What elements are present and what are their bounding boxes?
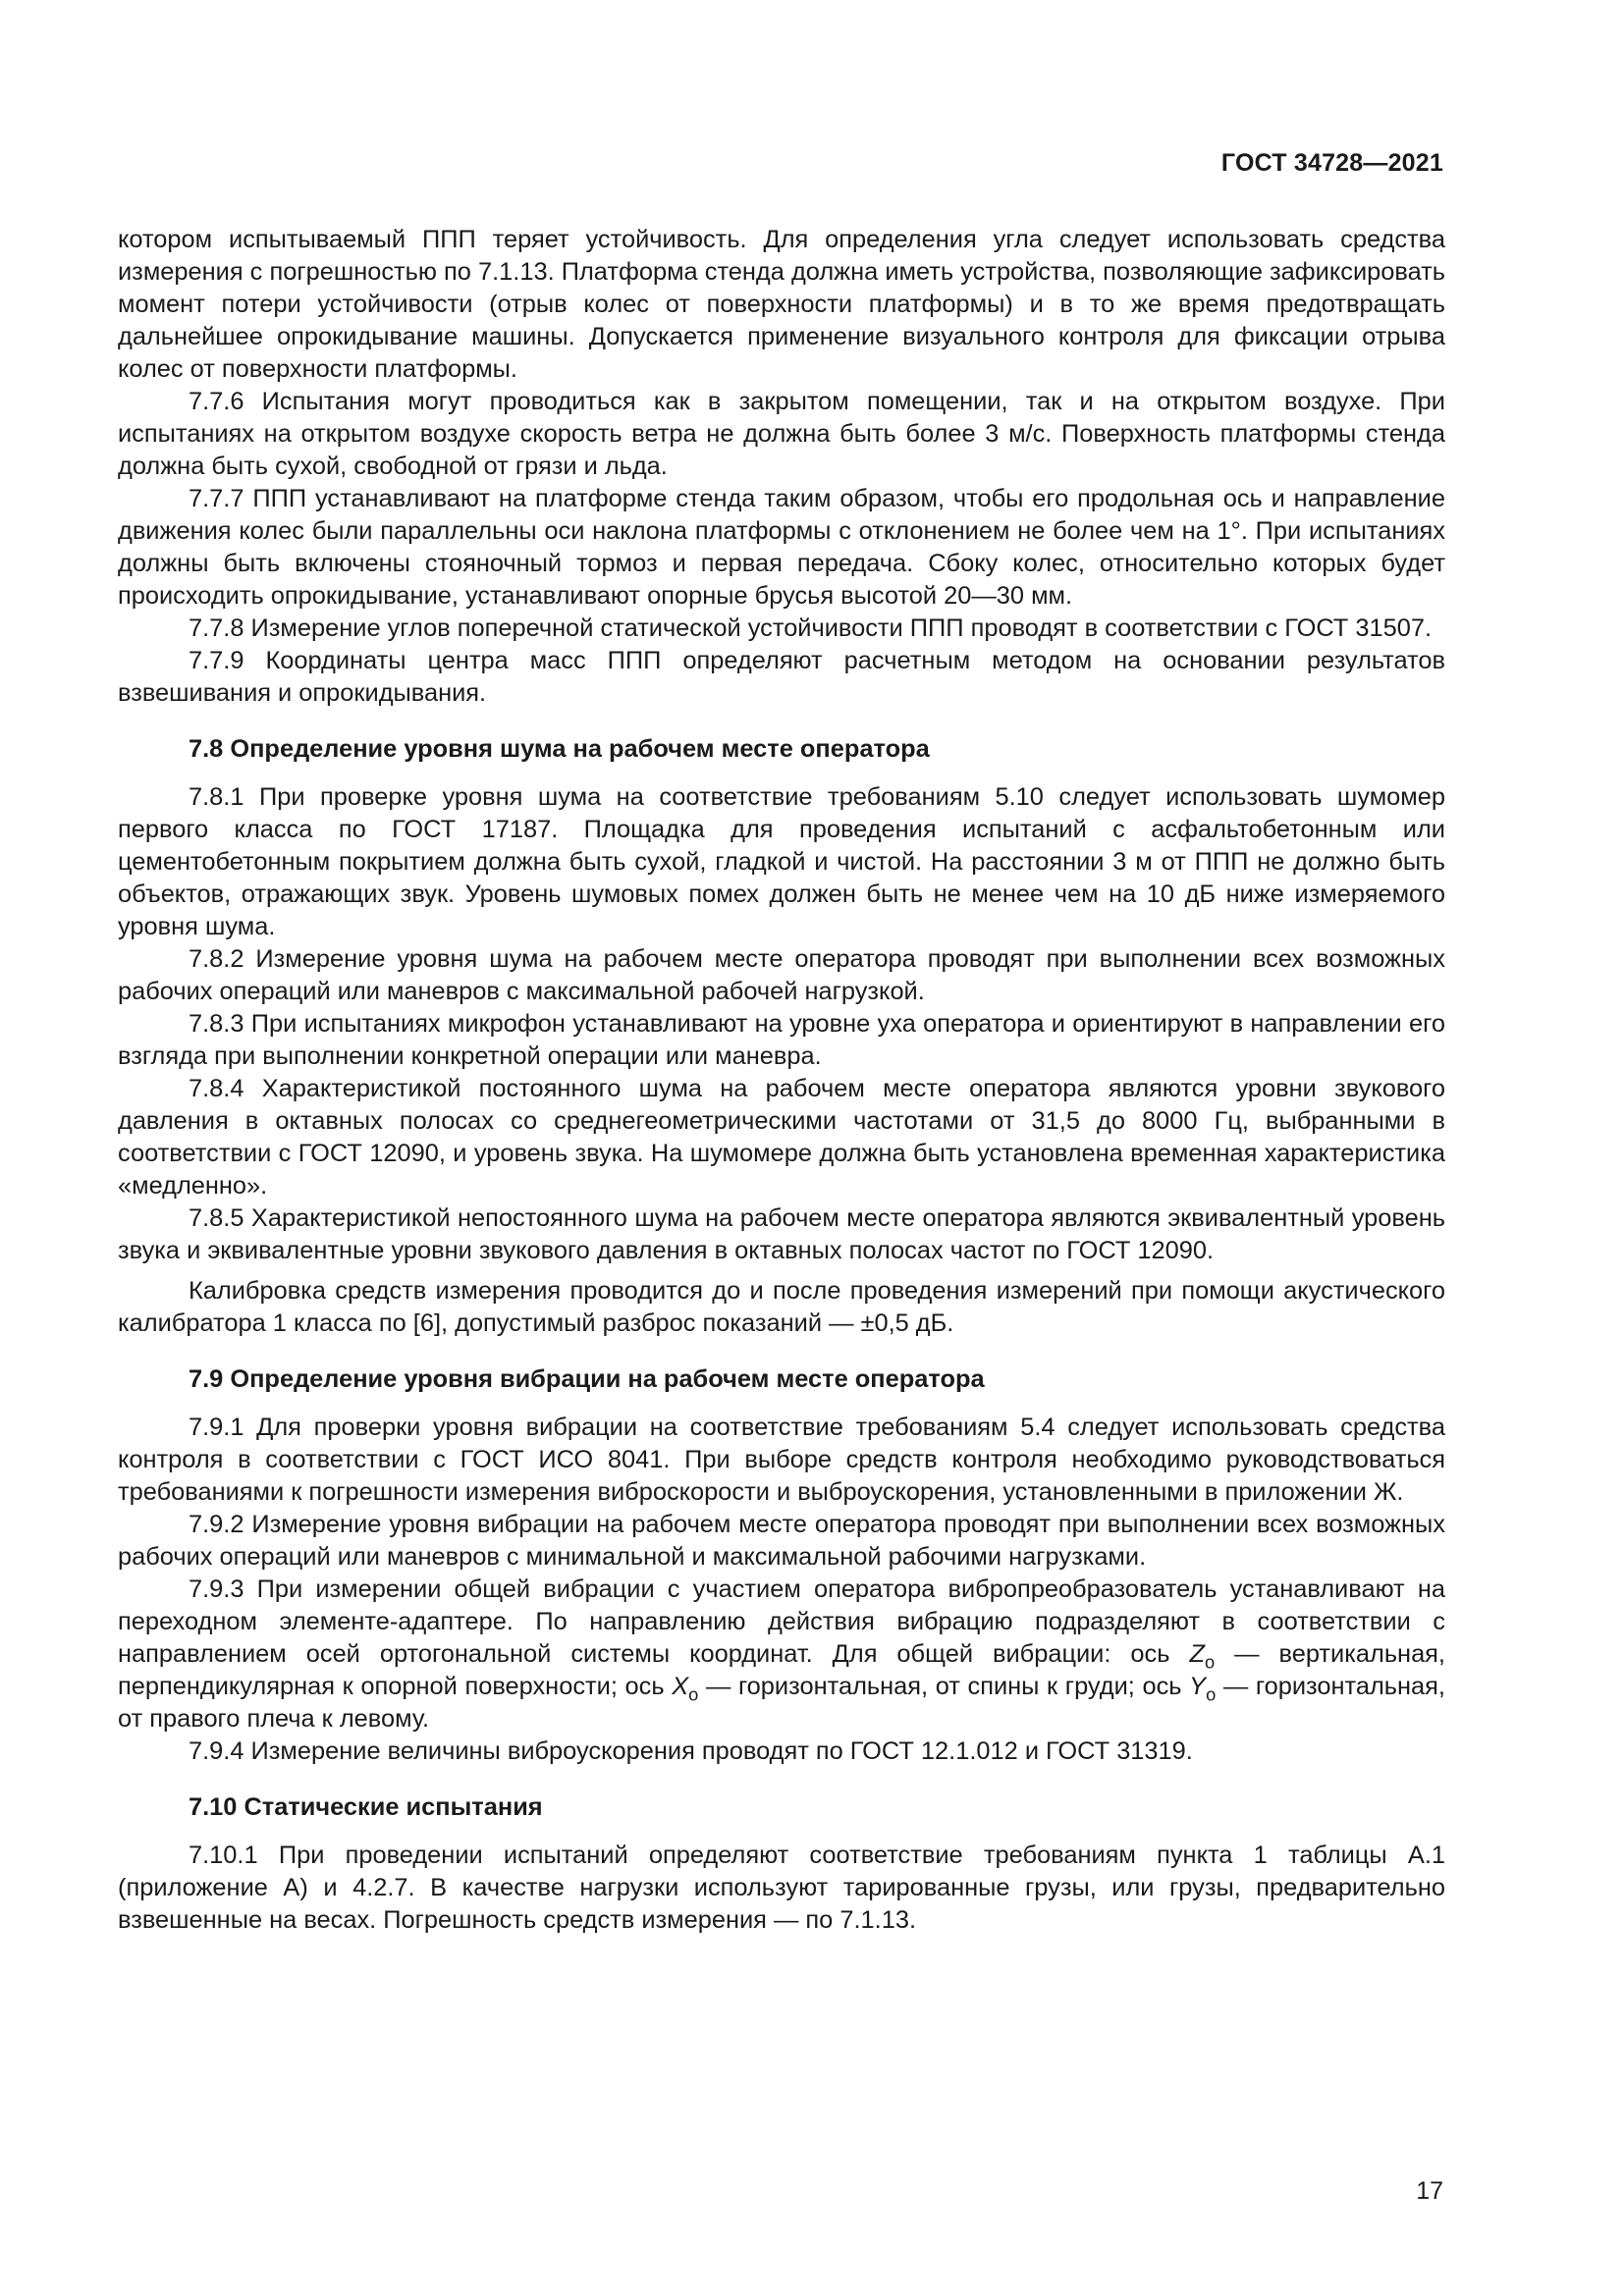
paragraph-7-9-1: 7.9.1 Для проверки уровня вибрации на соответствие требованиям 5.4 следует использовать средства контроля в соответствии с ГОСТ ИСО 8041. При выборе средств контроля необходимо руководствоваться требованиями к погрешности измерения виброскорости и выброускорения, установленными в приложении Ж.: [118, 1414, 1445, 1506]
paragraph-7-9-2: 7.9.2 Измерение уровня вибрации на рабочем месте оператора проводят при выполнении всех возможных рабочих операций или маневров с минимальной и максимальной рабочими нагрузками.: [118, 1511, 1445, 1571]
paragraph-calibration: Калибровка средств измерения проводится до и после проведения измерений при помощи акустического калибратора 1 класса по [6], допустимый разброс показаний — ±0,5 дБ.: [118, 1277, 1445, 1337]
p793-part-b: — вертикальная, перпендикулярная к опорной поверхности; ось: [118, 1640, 1445, 1700]
paragraph-7-7-8: 7.7.8 Измерение углов поперечной статической устойчивости ППП проводят в соответствии с ГОСТ 31507.: [189, 614, 1433, 642]
paragraph-continuation: котором испытываемый ППП теряет устойчивость. Для определения угла следует использовать средства измерения с погрешностью по 7.1.13. Платформа стенда должна иметь устройства, позволяющие зафиксировать момент потери устойчивости (отрыв колес от поверхности платформы) и в то же время предотвращать дальнейшее опрокидывание машины. Допускается применение визуального контроля для фиксации отрыва колес от поверхности платформы.: [118, 226, 1445, 383]
section-heading-7-10: 7.10 Статические испытания: [189, 1793, 543, 1821]
paragraph-7-10-1: 7.10.1 При проведении испытаний определяют соответствие требованиям пункта 1 таблицы А.1 (приложение А) и 4.2.7. В качестве нагрузки используют тарированные грузы, или грузы, предварительно взвешенные на весах. Погрешность средств измерения — по 7.1.13.: [118, 1842, 1445, 1934]
paragraph-7-7-7: 7.7.7 ППП устанавливают на платформе стенда таким образом, чтобы его продольная ось и направление движения колес были параллельны оси наклона платформы с отклонением не более чем на 1°. При испытаниях должны быть включены стояночный тормоз и первая передача. Сбоку колес, относительно которых будет происходить опрокидывание, устанавливают опорные брусья высотой 20—30 мм.: [118, 485, 1445, 610]
paragraph-7-8-1: 7.8.1 При проверке уровня шума на соответствие требованиям 5.10 следует использовать шумомер первого класса по ГОСТ 17187. Площадка для проведения испытаний с асфальтобетонным или цементобетонным покрытием должна быть сухой, гладкой и чистой. На расстоянии 3 м от ППП не должно быть объектов, отражающих звук. Уровень шумовых помех должен быть не менее чем на 10 дБ ниже измеряемого уровня шума.: [118, 783, 1445, 940]
axis-y-symbol: Y: [1189, 1673, 1207, 1700]
paragraph-7-9-4: 7.9.4 Измерение величины виброускорения проводят по ГОСТ 12.1.012 и ГОСТ 31319.: [189, 1737, 1193, 1765]
paragraph-7-8-3: 7.8.3 При испытаниях микрофон устанавливают на уровне уха оператора и ориентируют в направлении его взгляда при выполнении конкретной операции или маневра.: [118, 1010, 1445, 1070]
p793-part-d: — горизонтальная, от правого плеча к левому.: [118, 1673, 1445, 1733]
axis-x-subscript: o: [688, 1683, 699, 1705]
axis-x-symbol: X: [672, 1673, 689, 1700]
paragraph-7-7-9: 7.7.9 Координаты центра масс ППП определяют расчетным методом на основании результатов взвешивания и опрокидывания.: [118, 647, 1445, 707]
axis-z-symbol: Z: [1189, 1640, 1205, 1668]
axis-z-subscript: o: [1204, 1651, 1216, 1673]
section-heading-7-8: 7.8 Определение уровня шума на рабочем месте оператора: [189, 735, 930, 763]
section-heading-7-9: 7.9 Определение уровня вибрации на рабочем месте оператора: [189, 1365, 985, 1393]
paragraph-7-8-2: 7.8.2 Измерение уровня шума на рабочем месте оператора проводят при выполнении всех возможных рабочих операций или маневров с максимальной рабочей нагрузкой.: [118, 945, 1445, 1005]
document-body: [118, 224, 1445, 1937]
page-number: 17: [1416, 2177, 1443, 2205]
p793-part-a: 7.9.3 При измерении общей вибрации с участием оператора вибропреобразователь устанавливают на переходном элементе-адаптере. По направлению действия вибрацию подразделяют в соответствии с направлением осей ортогональной системы координат. Для общей вибрации: ось: [118, 1575, 1445, 1668]
p793-part-c: — горизонтальная, от спины к груди; ось: [698, 1673, 1190, 1700]
axis-y-subscript: o: [1206, 1683, 1217, 1705]
paragraph-7-9-3: [118, 1574, 1445, 1735]
standard-code-header: ГОСТ 34728—2021: [1220, 149, 1443, 177]
paragraph-7-7-6: 7.7.6 Испытания могут проводиться как в закрытом помещении, так и на открытом воздухе. При испытаниях на открытом воздухе скорость ветра не должна быть более 3 м/с. Поверхность платформы стенда должна быть сухой, свободной от грязи и льда.: [118, 388, 1445, 480]
paragraph-7-8-4: 7.8.4 Характеристикой постоянного шума на рабочем месте оператора являются уровни звукового давления в октавных полосах со среднегеометрическими частотами от 31,5 до 8000 Гц, выбранными в соответствии с ГОСТ 12090, и уровень звука. На шумомере должна быть установлена временная характеристика «медленно».: [118, 1075, 1445, 1200]
paragraph-7-8-5: 7.8.5 Характеристикой непостоянного шума на рабочем месте оператора являются эквивалентный уровень звука и эквивалентные уровни звукового давления в октавных полосах частот по ГОСТ 12090.: [118, 1204, 1445, 1264]
